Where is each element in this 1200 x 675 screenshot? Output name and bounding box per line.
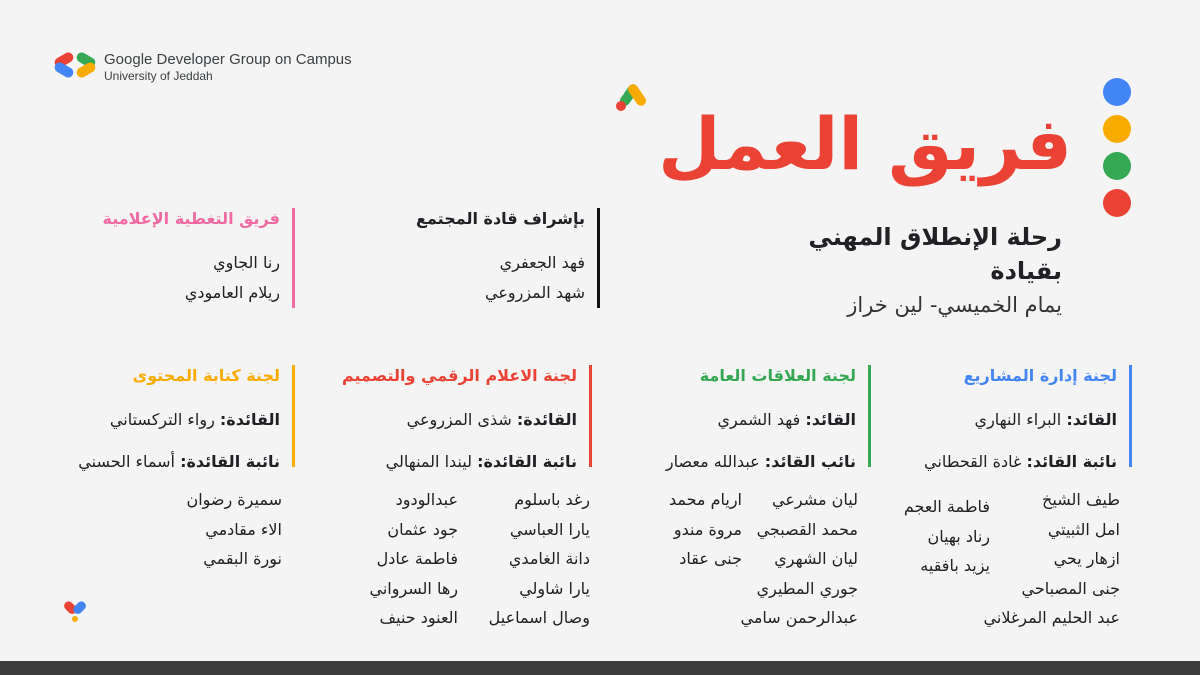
member-name: جود عثمان [387, 519, 458, 539]
deputy-label: نائبة القائد: [1026, 452, 1117, 471]
deputy-name: أسماء الحسني [78, 452, 175, 471]
org-subtitle: University of Jeddah [104, 69, 213, 83]
leader-label: القائدة: [516, 410, 577, 429]
digital-members-col1 [489, 485, 590, 633]
writing-leader [78, 405, 280, 435]
journey-leaders: يمام الخميسي- لين خراز [847, 293, 1062, 317]
writing-committee-box [78, 365, 295, 471]
media-coverage-heading: فريق التغطية الإعلامية [102, 209, 280, 228]
projects-heading: لجنة إدارة المشاريع [963, 366, 1117, 385]
leader-name: فهد الشمري [717, 410, 801, 429]
member-name: رناد بهيان [927, 526, 990, 546]
member-name: طيف الشيخ [1042, 490, 1120, 509]
member-name: رغد باسلوم [514, 490, 590, 509]
journey-title: رحلة الإنطلاق المهني [808, 223, 1062, 251]
relations-deputy [666, 447, 856, 477]
projects-committee-box [924, 365, 1132, 471]
deputy-label: نائب القائد: [764, 452, 856, 471]
relations-heading: لجنة العلاقات العامة [699, 366, 856, 385]
leader-name: البراء النهاري [974, 410, 1062, 429]
leader-name: رواء التركستاني [109, 410, 215, 429]
org-title: Google Developer Group on Campus [104, 51, 352, 68]
leader-label: القائد: [805, 410, 856, 429]
leader-label: القائدة: [219, 410, 280, 429]
green-dot [1103, 152, 1131, 180]
member-name: عبدالودود [395, 490, 458, 509]
heart-icon [62, 600, 88, 628]
supervisor-name: فهد الجعفري [499, 253, 585, 272]
decorative-mark-icon [614, 80, 652, 118]
writing-members-col1 [186, 485, 282, 574]
projects-members-col1 [984, 485, 1120, 633]
bottom-bar [0, 661, 1200, 675]
digital-deputy [342, 447, 577, 477]
member-name: دانة الغامدي [508, 549, 590, 568]
deputy-label: نائبة القائدة: [477, 452, 577, 471]
member-name: جوري المطيري [756, 578, 858, 598]
relations-leader [666, 405, 856, 435]
supervisor-name: شهد المزروعي [485, 283, 585, 302]
deputy-name: عبدالله معصار [665, 452, 760, 471]
member-name: امل الثبيتي [1047, 519, 1120, 539]
member-name: اريام محمد [668, 490, 742, 509]
media-coverage-box [103, 208, 296, 308]
projects-leader [924, 405, 1117, 435]
media-member-name: رنا الجاوي [213, 253, 280, 272]
digital-leader [342, 405, 577, 435]
writing-heading: لجنة كتابة المحتوى [132, 366, 280, 385]
supervision-heading: بإشراف قادة المجتمع [416, 209, 585, 228]
member-name: نورة البقمي [203, 549, 282, 568]
member-name: فاطمة العجم [903, 497, 990, 516]
member-name: عبد الحليم المرغلاني [983, 608, 1120, 627]
gdg-logo [52, 50, 98, 84]
member-name: محمد القصبجي [756, 519, 858, 539]
deputy-name: ليندا المنهالي [385, 452, 472, 471]
digital-committee-box [341, 365, 592, 471]
leader-label: القائد: [1066, 410, 1117, 429]
member-name: فاطمة عادل [376, 549, 458, 568]
blue-dot [1103, 78, 1131, 106]
member-name: سميرة رضوان [186, 490, 282, 509]
journey-led-by: بقيادة [990, 257, 1062, 285]
projects-members-col2 [904, 492, 990, 581]
member-name: ازهار يحي [1053, 549, 1120, 568]
member-name: يارا شاولي [519, 578, 590, 598]
member-name: جنى عقاد [679, 549, 742, 568]
member-name: يارا العباسي [509, 519, 590, 539]
color-dots [1103, 78, 1131, 226]
deputy-label: نائبة القائدة: [180, 452, 280, 471]
leader-name: شذى المزروعي [406, 410, 512, 429]
member-name: مروة مندو [673, 519, 742, 539]
projects-deputy [924, 447, 1117, 477]
writing-deputy [78, 447, 280, 477]
member-name: ليان الشهري [774, 549, 858, 568]
relations-committee-box [665, 365, 871, 471]
member-name: يزيد بافقيه [920, 556, 990, 575]
member-name: رها السرواني [369, 578, 458, 598]
member-name: جنى المصباحي [1021, 578, 1120, 598]
yellow-dot [1103, 115, 1131, 143]
member-name: ليان مشرعي [772, 490, 858, 509]
digital-members-col2 [369, 485, 458, 633]
relations-members-col1 [740, 485, 858, 633]
member-name: وصال اسماعيل [488, 608, 590, 627]
journey-info [742, 220, 1062, 322]
deputy-name: غادة القحطاني [924, 452, 1022, 471]
red-dot [1103, 189, 1131, 217]
media-member-name: ريلام العامودي [184, 283, 280, 302]
page-title: فريق العمل [658, 102, 1072, 186]
member-name: العنود حنيف [379, 608, 458, 627]
relations-members-col2 [669, 485, 742, 574]
org-name [104, 52, 352, 82]
supervision-box [416, 208, 600, 308]
digital-heading: لجنة الاعلام الرقمي والتصميم [341, 366, 577, 385]
member-name: الاء مقادمي [205, 519, 282, 539]
member-name: عبدالرحمن سامي [740, 608, 858, 627]
